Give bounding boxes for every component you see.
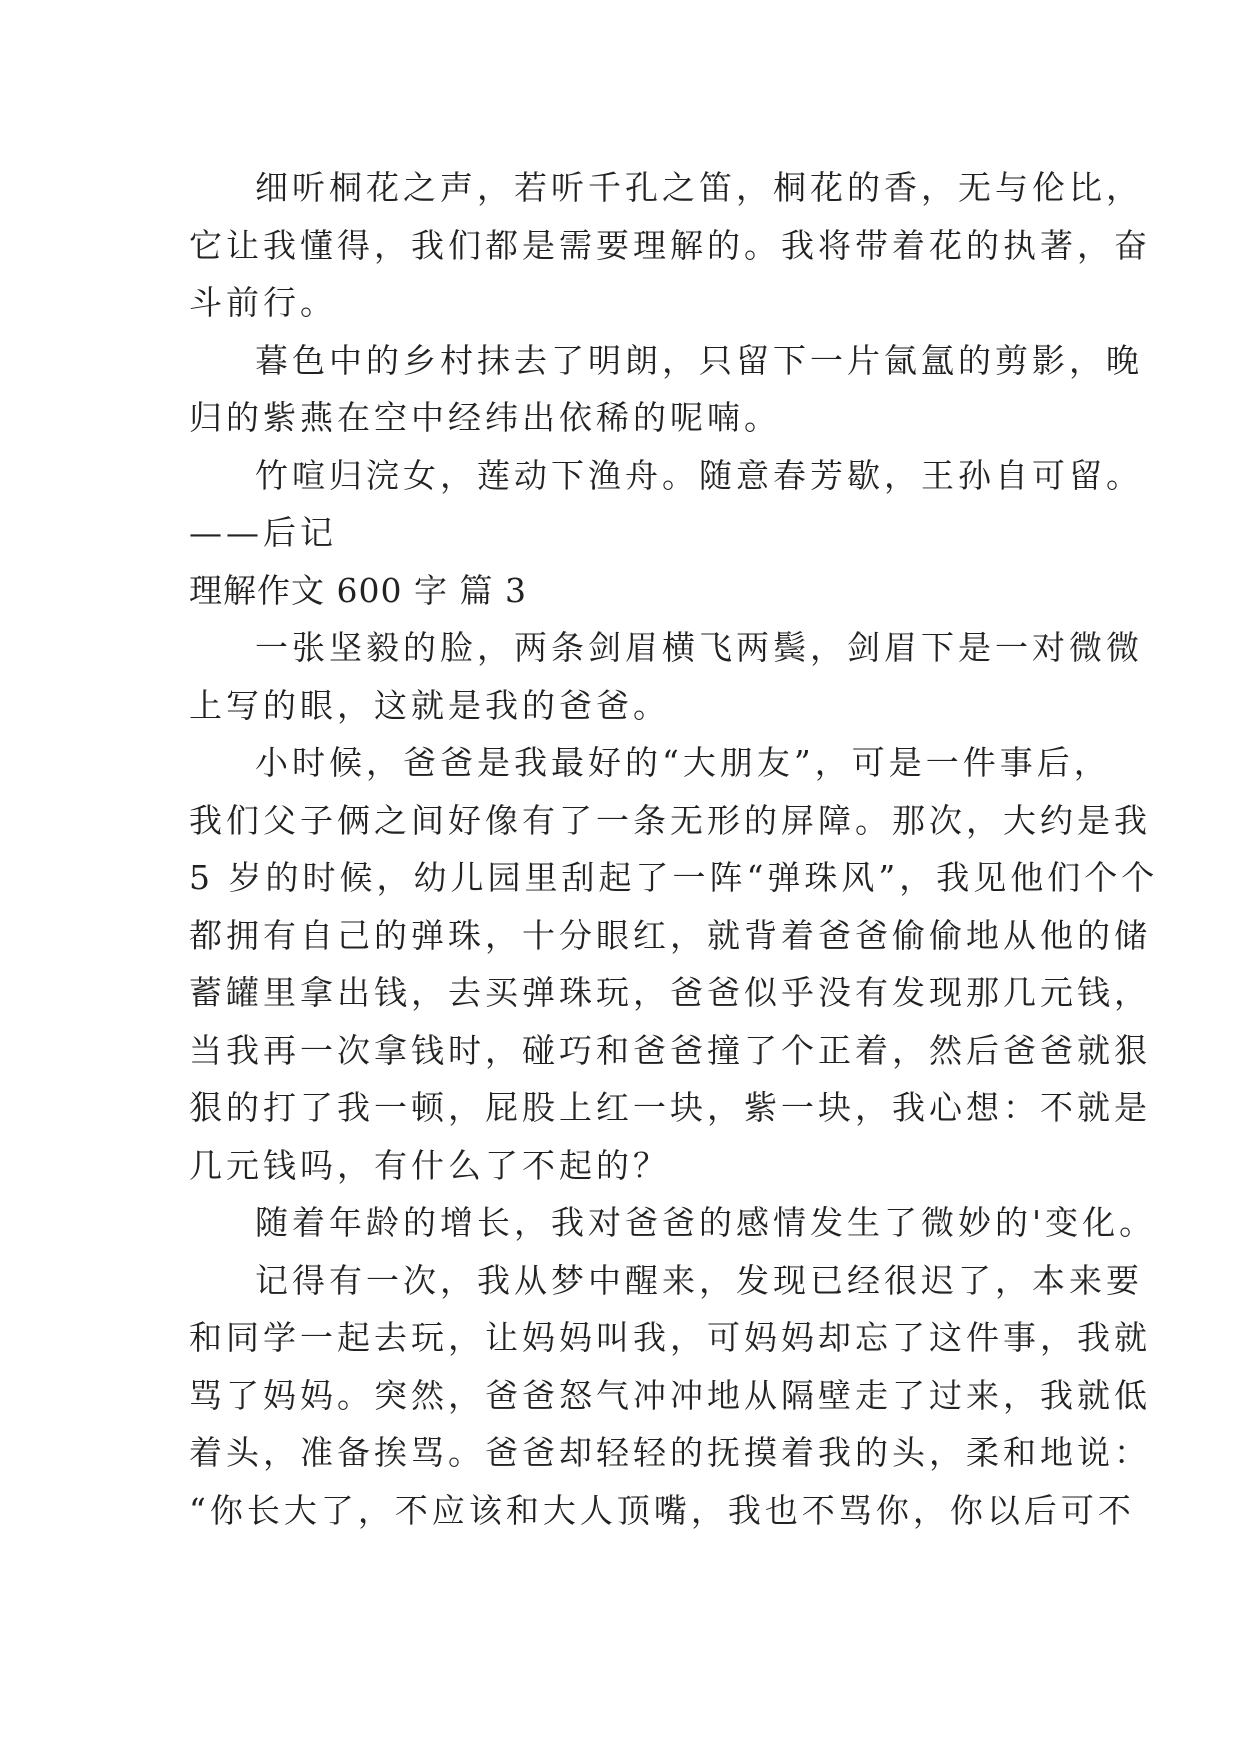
paragraph-5-line-5: 蓄罐里拿出钱，去买弹珠玩，爸爸似乎没有发现那几元钱， [189, 973, 1151, 1012]
paragraph-1-line-3: 斗前行。 [189, 283, 337, 322]
paragraph-5-line-7: 狠的打了我一顿，屁股上红一块，紫一块，我心想：不就是 [189, 1088, 1151, 1127]
paragraph-5-line-2: 我们父子俩之间好像有了一条无形的屏障。那次，大约是我 [189, 801, 1151, 840]
paragraph-2-line-2: 归的紫燕在空中经纬出依稀的呢喃。 [189, 398, 781, 437]
paragraph-7-line-4: 着头，准备挨骂。爸爸却轻轻的抚摸着我的头，柔和地说： [189, 1433, 1151, 1472]
paragraph-1-line-2: 它让我懂得，我们都是需要理解的。我将带着花的执著，奋 [189, 226, 1151, 265]
paragraph-6-line-1: 随着年龄的增长，我对爸爸的感情发生了微妙的'变化。 [255, 1203, 1157, 1242]
paragraph-5-line-6: 当我再一次拿钱时，碰巧和爸爸撞了个正着，然后爸爸就狠 [189, 1031, 1151, 1070]
paragraph-7-line-5: “你长大了，不应该和大人顶嘴，我也不骂你，你以后可不 [189, 1491, 1135, 1530]
paragraph-1-line-1: 细听桐花之声，若听千孔之笛，桐花的香，无与伦比， [255, 168, 1143, 207]
paragraph-7-line-1: 记得有一次，我从梦中醒来，发现已经很迟了，本来要 [255, 1261, 1143, 1300]
paragraph-5-line-1: 小时候，爸爸是我最好的“大朋友”，可是一件事后， [255, 743, 1111, 782]
paragraph-4-line-1: 一张坚毅的脸，两条剑眉横飞两鬓，剑眉下是一对微微 [255, 628, 1143, 667]
paragraph-5-line-3: 5 岁的时候，幼儿园里刮起了一阵“弹珠风”，我见他们个个 [189, 858, 1159, 897]
section-heading: 理解作文 600 字 篇 3 [189, 571, 527, 610]
paragraph-7-line-3: 骂了妈妈。突然，爸爸怒气冲冲地从隔壁走了过来，我就低 [189, 1376, 1151, 1415]
paragraph-7-line-2: 和同学一起去玩，让妈妈叫我，可妈妈却忘了这件事，我就 [189, 1318, 1151, 1357]
poem-line: 竹喧归浣女，莲动下渔舟。随意春芳歇，王孙自可留。 [255, 456, 1143, 495]
paragraph-5-line-8: 几元钱吗，有什么了不起的？ [189, 1146, 670, 1185]
paragraph-5-line-4: 都拥有自己的弹珠，十分眼红，就背着爸爸偷偷地从他的储 [189, 916, 1151, 955]
paragraph-4-line-2: 上写的眼，这就是我的爸爸。 [189, 686, 670, 725]
postscript-line: ——后记 [189, 513, 337, 552]
paragraph-2-line-1: 暮色中的乡村抹去了明朗，只留下一片氤氲的剪影，晚 [255, 341, 1143, 380]
